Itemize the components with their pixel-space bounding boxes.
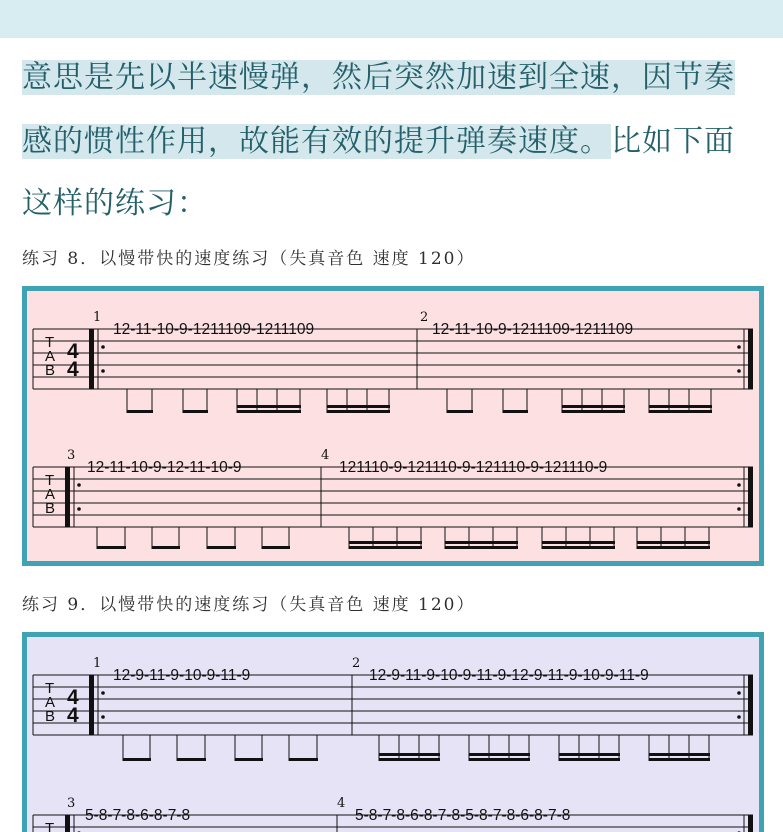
highlighted-text: 感的惯性作用，故能有效的提升弹奏速度。 — [22, 124, 611, 159]
measure-number: 4 — [321, 448, 330, 463]
fret-numbers: 12-9-11-9-10-9-11-9 — [113, 667, 251, 684]
note-beam — [649, 405, 712, 408]
repeat-dot — [101, 345, 105, 349]
repeat-thick-bar — [65, 467, 70, 527]
note-beam — [649, 758, 710, 761]
tab-clef-letter: A — [45, 694, 56, 711]
measure-number: 2 — [420, 310, 429, 325]
note-beam — [542, 546, 615, 549]
tab-clef-letter: B — [45, 362, 56, 379]
note-beam — [559, 753, 620, 756]
fret-numbers: 121110-9-121110-9-121110-9-121110-9 — [339, 459, 608, 476]
time-signature-bottom: 4 — [67, 704, 79, 727]
note-beam — [127, 410, 153, 413]
note-beam — [327, 410, 390, 413]
end-thick-bar — [748, 329, 753, 389]
repeat-dot — [101, 691, 105, 695]
plain-text: 比如下面 — [611, 124, 735, 159]
fret-numbers: 12-9-11-9-10-9-11-9-12-9-11-9-10-9-11-9 — [369, 667, 649, 684]
measure-number: 3 — [67, 796, 76, 811]
note-beam — [349, 546, 422, 549]
paragraph-line-3: 这样的练习： — [22, 186, 208, 221]
note-beam — [562, 410, 625, 413]
tablature-svg — [27, 637, 759, 832]
time-signature-top: 4 — [67, 340, 79, 363]
note-beam — [177, 758, 206, 761]
measure-number: 2 — [352, 656, 361, 671]
note-beam — [379, 758, 440, 761]
fret-numbers: 5-8-7-8-6-8-7-8 — [85, 807, 191, 824]
measure-number: 1 — [93, 656, 102, 671]
tab-clef-letter: A — [45, 348, 56, 365]
note-beam — [542, 541, 615, 544]
fret-numbers: 5-8-7-8-6-8-7-8-5-8-7-8-6-8-7-8 — [355, 807, 571, 824]
note-beam — [469, 753, 530, 756]
note-beam — [503, 410, 528, 413]
repeat-dot — [737, 483, 741, 487]
fret-numbers: 12-11-10-9-12-11-10-9 — [87, 459, 242, 476]
end-thick-bar — [748, 815, 753, 832]
end-thick-bar — [748, 467, 753, 527]
measure-number: 1 — [93, 310, 102, 325]
note-beam — [97, 546, 126, 549]
measure-number: 3 — [67, 448, 76, 463]
exercise-9-caption: 练习 9．以慢带快的速度练习（失真音色 速度 120） — [22, 595, 476, 615]
repeat-dot — [101, 369, 105, 373]
tab-clef-letter: B — [45, 708, 56, 725]
note-beam — [327, 405, 390, 408]
paragraph-line-1 — [22, 52, 772, 96]
note-beam — [237, 405, 301, 408]
top-banner — [0, 0, 783, 38]
repeat-dot — [737, 369, 741, 373]
repeat-dot — [737, 691, 741, 695]
exercise-8-caption: 练习 8．以慢带快的速度练习（失真音色 速度 120） — [22, 249, 476, 269]
time-signature-top: 4 — [67, 686, 79, 709]
note-beam — [649, 410, 712, 413]
note-beam — [237, 410, 301, 413]
note-beam — [559, 758, 620, 761]
note-beam — [349, 541, 422, 544]
note-beam — [447, 410, 473, 413]
fret-numbers: 12-11-10-9-1211109-1211109 — [113, 321, 315, 338]
repeat-dot — [77, 507, 81, 511]
tab-clef-letter: B — [45, 500, 56, 517]
tablature-svg — [27, 291, 759, 561]
note-beam — [562, 405, 625, 408]
measure-number: 4 — [337, 796, 346, 811]
note-beam — [637, 546, 710, 549]
tab-clef-letter: T — [45, 820, 55, 832]
note-beam — [379, 753, 440, 756]
note-beam — [445, 541, 518, 544]
note-beam — [445, 546, 518, 549]
tab-clef-letter: T — [45, 334, 55, 351]
note-beam — [207, 546, 236, 549]
paragraph-line-2 — [22, 116, 772, 160]
repeat-thick-bar — [89, 675, 94, 735]
note-beam — [183, 410, 208, 413]
tab-clef-letter: T — [45, 680, 55, 697]
note-beam — [289, 758, 318, 761]
repeat-thick-bar — [65, 815, 70, 832]
exercise-9-tablature — [22, 632, 764, 832]
time-signature-bottom: 4 — [67, 358, 79, 381]
note-beam — [123, 758, 151, 761]
repeat-dot — [737, 507, 741, 511]
end-thick-bar — [748, 675, 753, 735]
exercise-8-tablature — [22, 286, 764, 566]
note-beam — [637, 541, 710, 544]
fret-numbers: 12-11-10-9-1211109-1211109 — [432, 321, 634, 338]
tab-clef-letter: A — [45, 486, 56, 503]
note-beam — [262, 546, 290, 549]
repeat-thick-bar — [89, 329, 94, 389]
repeat-dot — [737, 345, 741, 349]
repeat-dot — [737, 715, 741, 719]
note-beam — [649, 753, 710, 756]
tab-clef-letter: T — [45, 472, 55, 489]
note-beam — [235, 758, 263, 761]
highlighted-text: 意思是先以半速慢弹，然后突然加速到全速，因节奏 — [22, 60, 735, 95]
note-beam — [152, 546, 180, 549]
note-beam — [469, 758, 530, 761]
repeat-dot — [101, 715, 105, 719]
repeat-dot — [77, 483, 81, 487]
